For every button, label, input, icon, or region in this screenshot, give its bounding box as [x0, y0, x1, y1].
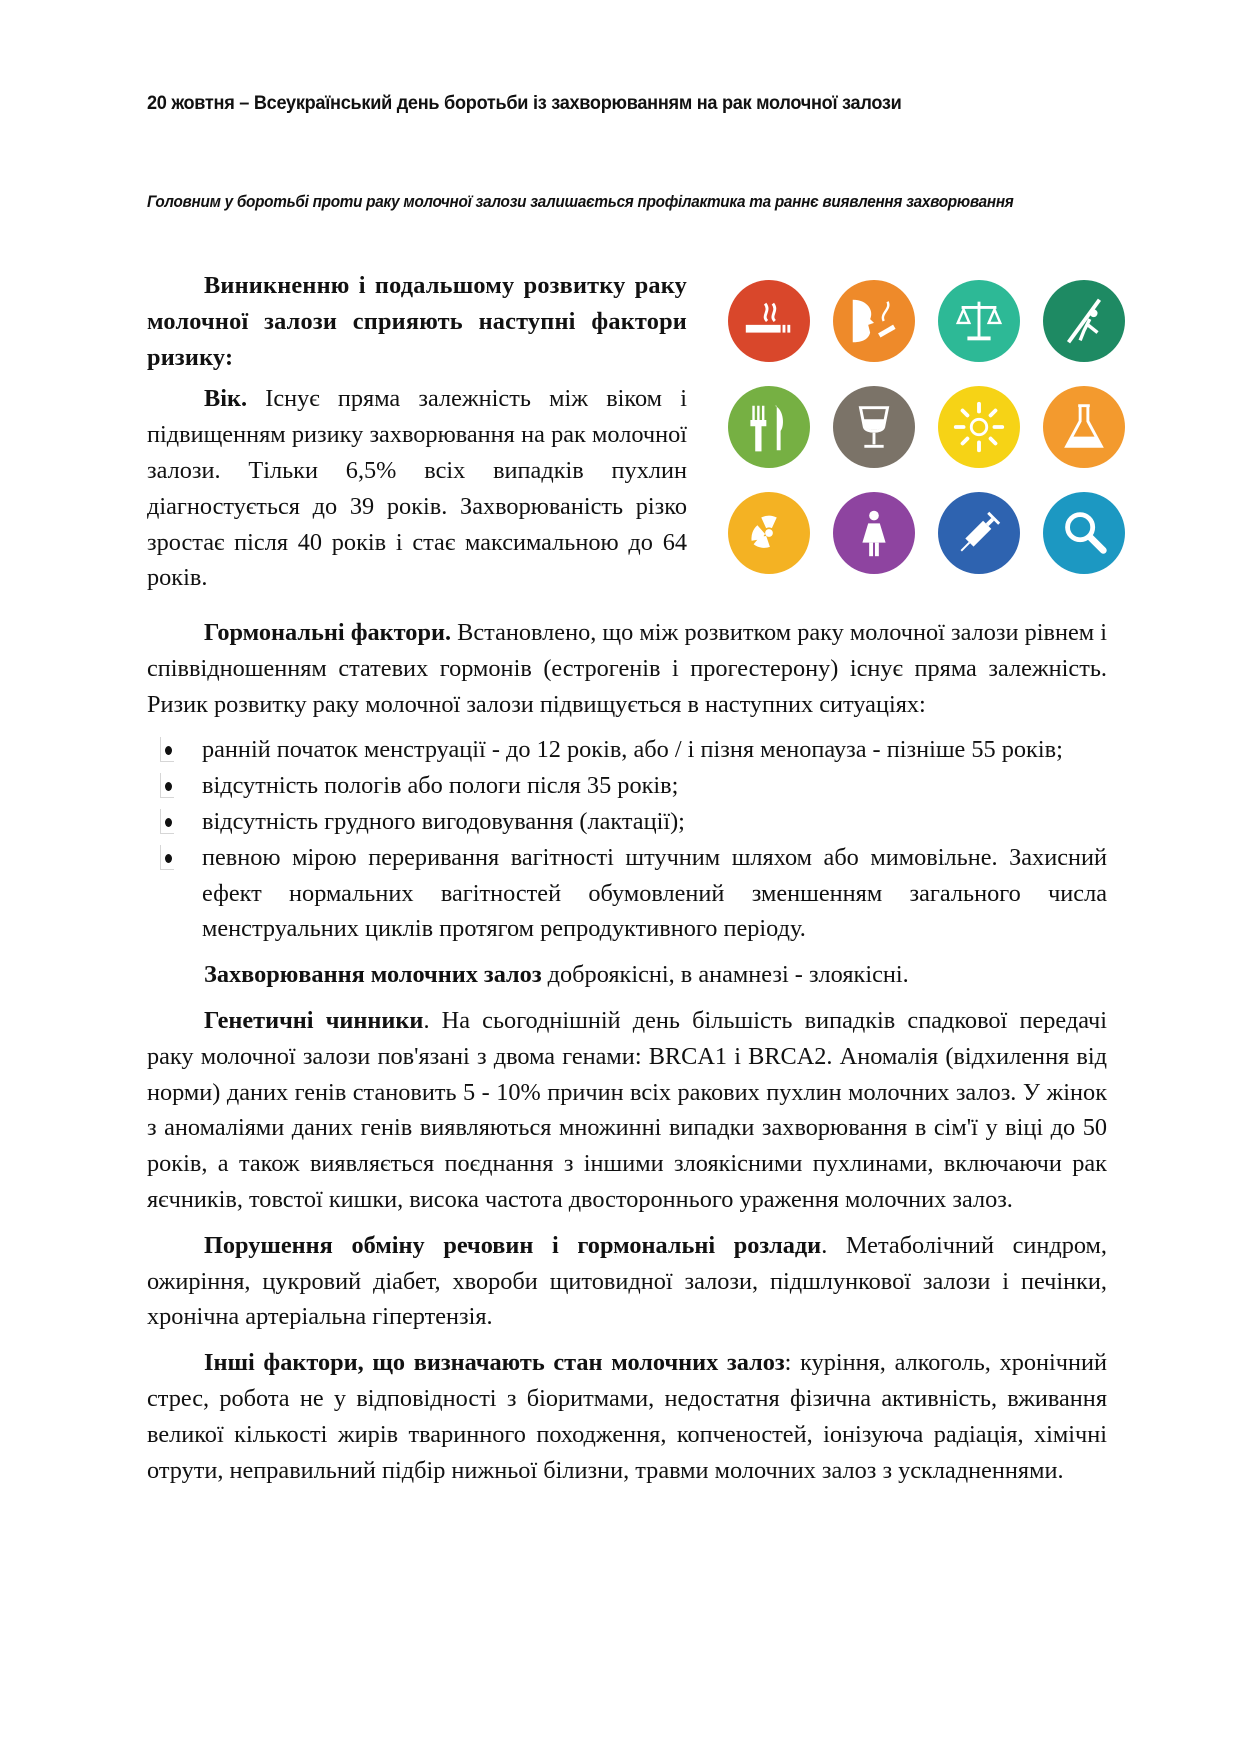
syringe-icon: [938, 492, 1020, 574]
risk-factors-heading: Виникненню і подальшому розвитку раку молочної залози сприяють наступні фактори ризику:: [147, 272, 687, 371]
document-title: 20 жовтня – Всеукраїнський день боротьби із захворюванням на рак молочної залози: [147, 92, 902, 114]
breast-diseases-paragraph: [147, 957, 1107, 993]
hormonal-label: Гормональні фактори.: [204, 619, 452, 646]
age-label: Вік.: [204, 385, 248, 413]
breast-diseases-label: Захворювання молочних залоз: [204, 961, 542, 989]
smoking-icon: [728, 280, 810, 362]
bullet-icon: [165, 854, 172, 863]
metabolic-label: Порушення обміну речовин і гормональні розлади: [204, 1231, 822, 1259]
passive-smoking-icon: [833, 280, 915, 362]
hormonal-bullet-list: [147, 732, 1107, 947]
other-factors-text: : куріння, алкоголь, хронічний стрес, робота не у відповідності з біоритмами, недостатня фізична активність, вживання великої кількості жирів тваринного походження, копченостей, іонізуюча радіація, хімічні отрути, неправильний підбір нижньої білизни, травми молочних залоз з ускладненнями.: [147, 1349, 1107, 1484]
genetic-text: . На сьогоднішній день більшість випадків спадкової передачі раку молочної залози пов'язані з двома генами: BRCA1 і BRCA2. Аномалія (відхилення від норми) даних генів становить 5 - 10% причин всіх ракових пухлин молочних залоз. У жінок з аномаліями даних генів виявляються множинні випадки захворювання в сім'ї у віці до 50 років, а також виявляється поєднання з іншими злоякісними пухлинами, включаючи рак яєчників, товстої кишки, висока частота двостороннього ураження молочних залоз.: [147, 1006, 1107, 1213]
metabolic-text: . Метаболічний синдром, ожиріння, цукровий діабет, хвороби щитовидної залози, підшлункової залози і печінки, хронічна артеріальна гіпертензія.: [147, 1231, 1107, 1331]
metabolic-paragraph: [147, 1228, 1107, 1335]
bullet-icon: [165, 818, 172, 827]
hormonal-paragraph: [147, 615, 1107, 722]
list-item: відсутність грудного вигодовування (лактації);: [147, 804, 1107, 840]
genetic-paragraph: [147, 1003, 1107, 1218]
intro-section: [147, 268, 687, 596]
list-item: певною мірою переривання вагітності штучним шляхом або мимовільне. Захисний ефект нормальних вагітностей обумовлений зменшенням загального числа менструальних циклів протягом репродуктивного періоду.: [147, 840, 1107, 947]
list-item: відсутність пологів або пологи після 35 років;: [147, 768, 1107, 804]
risk-factor-icons: [728, 280, 1130, 580]
genetic-label: Генетичні чинники: [204, 1006, 424, 1034]
document-subtitle: Головним у боротьбі проти раку молочної залози залишається профілактика та раннє виявлення захворювання: [147, 192, 1014, 211]
breast-diseases-text: доброякісні, в анамнезі - злоякісні.: [541, 961, 909, 989]
other-factors-label: Інші фактори, що визначають стан молочних залоз: [204, 1349, 785, 1377]
radiation-icon: [728, 492, 810, 574]
body-section: [147, 615, 1107, 1498]
physical-activity-icon: [1043, 280, 1125, 362]
list-item: ранній початок менструації - до 12 років, або / і пізня менопауза - пізніше 55 років;: [147, 732, 1107, 768]
woman-icon: [833, 492, 915, 574]
hormonal-text: Встановлено, що між розвитком раку молочної залози рівнем і співвідношенням статевих гормонів (естрогенів і прогестерону) існує пряма залежність. Ризик розвитку раку молочної залози підвищується в наступних ситуаціях:: [147, 619, 1107, 718]
alcohol-glass-icon: [833, 386, 915, 468]
age-paragraph: [147, 381, 687, 596]
magnifier-icon: [1043, 492, 1125, 574]
weight-scale-icon: [938, 280, 1020, 362]
other-factors-paragraph: [147, 1345, 1107, 1488]
sun-exposure-icon: [938, 386, 1020, 468]
chemicals-flask-icon: [1043, 386, 1125, 468]
age-text: Існує пряма залежність між віком і підвищенням ризику захворювання на рак молочної залози. Тільки 6,5% всіх випадків пухлин діагностується до 39 років. Захворюваність різко зростає після 40 років і стає максимальною до 64 років.: [147, 385, 687, 592]
diet-fork-knife-icon: [728, 386, 810, 468]
